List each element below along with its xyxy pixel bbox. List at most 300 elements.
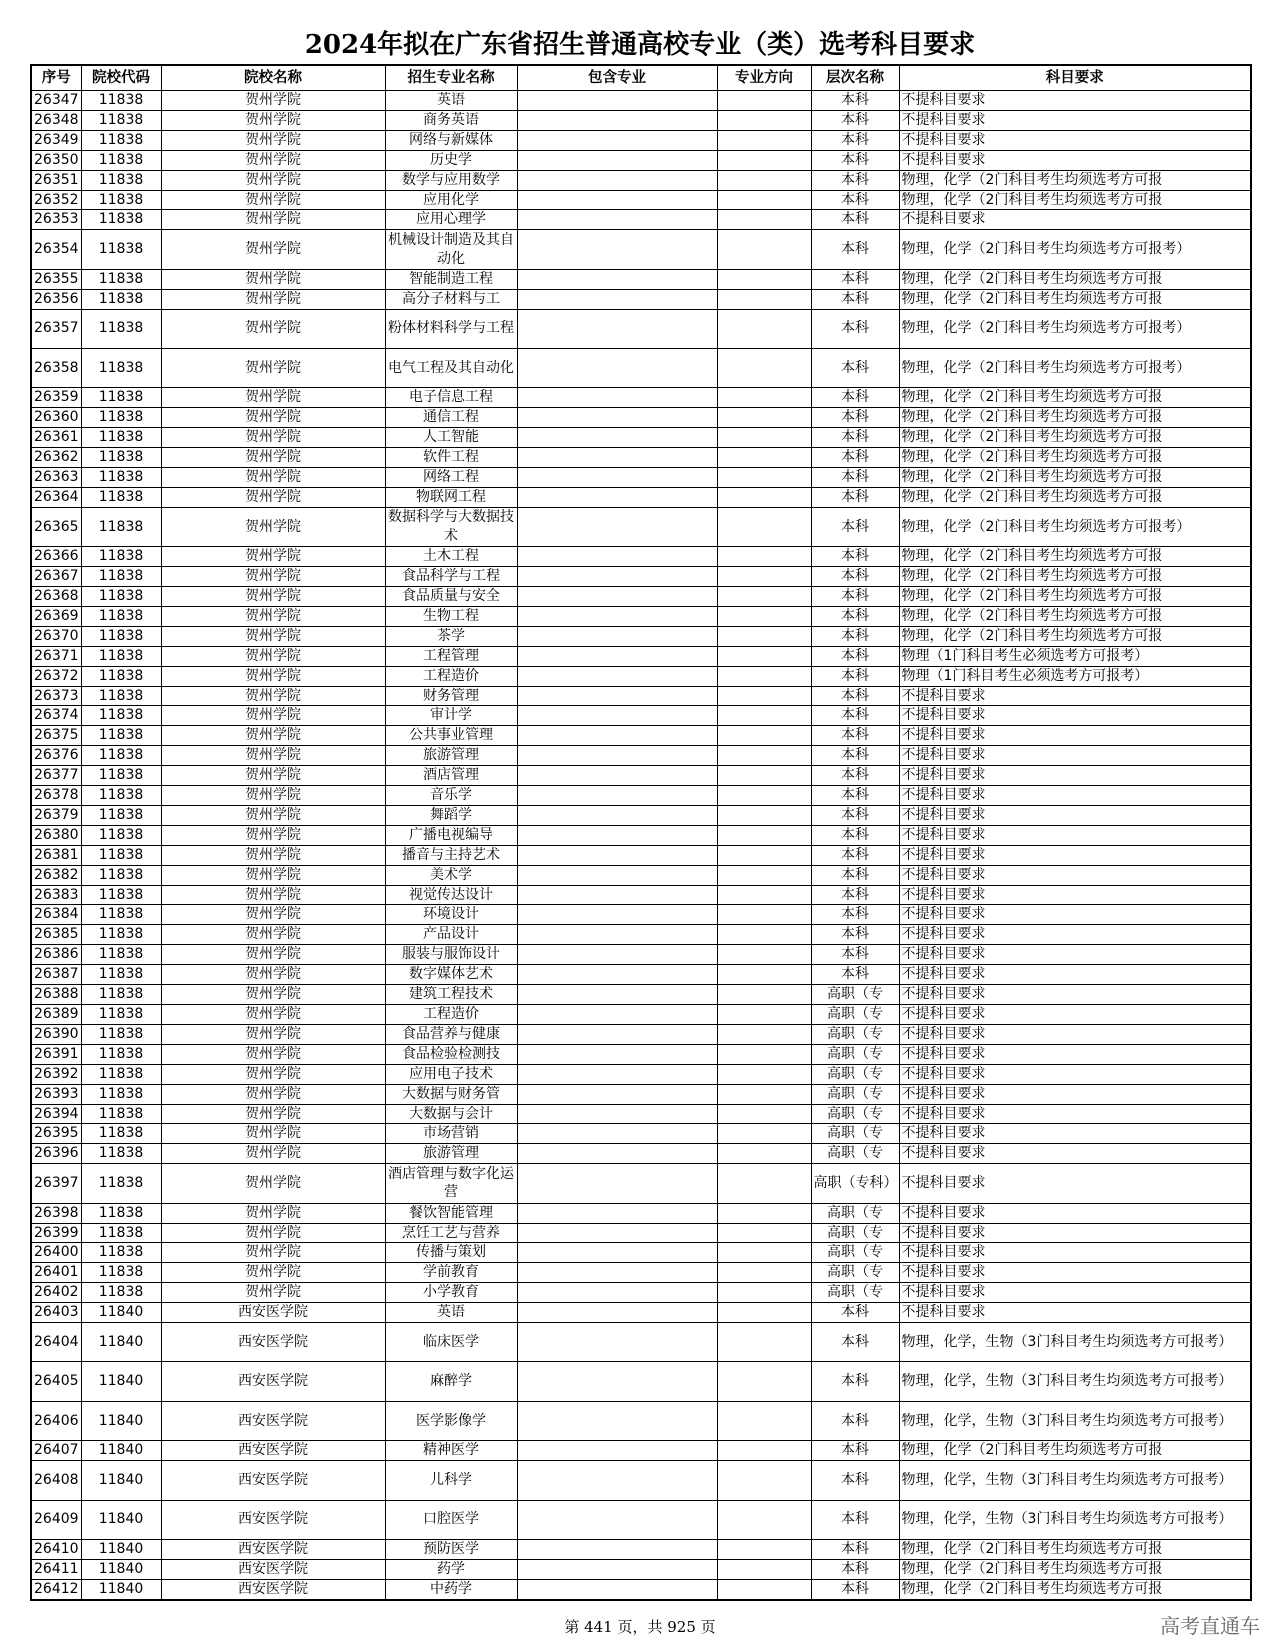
cell-level: 本科 xyxy=(811,746,899,766)
cell-included-majors xyxy=(517,845,717,865)
cell-major-direction xyxy=(717,1104,811,1124)
cell-school-name: 贺州学院 xyxy=(161,626,385,646)
table-row xyxy=(31,885,1251,905)
cell-major-name: 网络工程 xyxy=(385,467,517,487)
cell-school-code: 11838 xyxy=(81,1044,161,1064)
cell-serial: 26362 xyxy=(31,448,81,468)
cell-level: 本科 xyxy=(811,1461,899,1500)
cell-major-name: 音乐学 xyxy=(385,786,517,806)
cell-school-code: 11838 xyxy=(81,845,161,865)
cell-major-name: 医学影像学 xyxy=(385,1401,517,1440)
cell-included-majors xyxy=(517,1263,717,1283)
cell-major-direction xyxy=(717,626,811,646)
cell-major-name: 粉体材料科学与工程 xyxy=(385,309,517,348)
cell-school-code: 11840 xyxy=(81,1579,161,1599)
cell-school-name: 贺州学院 xyxy=(161,448,385,468)
cell-subject-requirement: 不提科目要求 xyxy=(899,706,1251,726)
cell-school-code: 11838 xyxy=(81,230,161,269)
cell-included-majors xyxy=(517,1243,717,1263)
cell-school-code: 11838 xyxy=(81,1243,161,1263)
cell-subject-requirement: 物理，化学，生物（3门科目考生均须选考方可报考） xyxy=(899,1401,1251,1440)
cell-major-name: 英语 xyxy=(385,91,517,111)
cell-included-majors xyxy=(517,766,717,786)
cell-subject-requirement: 不提科目要求 xyxy=(899,91,1251,111)
cell-included-majors xyxy=(517,150,717,170)
cell-subject-requirement: 不提科目要求 xyxy=(899,925,1251,945)
cell-school-code: 11838 xyxy=(81,885,161,905)
cell-school-name: 贺州学院 xyxy=(161,726,385,746)
cell-school-code: 11838 xyxy=(81,210,161,230)
cell-serial: 26378 xyxy=(31,786,81,806)
cell-school-code: 11838 xyxy=(81,190,161,210)
cell-major-name: 人工智能 xyxy=(385,428,517,448)
cell-serial: 26374 xyxy=(31,706,81,726)
cell-major-name: 舞蹈学 xyxy=(385,805,517,825)
cell-major-direction xyxy=(717,1005,811,1025)
cell-level: 本科 xyxy=(811,666,899,686)
cell-level: 高职（专 xyxy=(811,1005,899,1025)
cell-major-name: 大数据与财务管 xyxy=(385,1084,517,1104)
cell-school-code: 11838 xyxy=(81,547,161,567)
table-row xyxy=(31,1559,1251,1579)
cell-major-name: 电气工程及其自动化 xyxy=(385,348,517,387)
cell-school-name: 贺州学院 xyxy=(161,606,385,626)
cell-school-code: 11840 xyxy=(81,1323,161,1362)
cell-subject-requirement: 不提科目要求 xyxy=(899,1164,1251,1203)
cell-school-name: 贺州学院 xyxy=(161,825,385,845)
table-row xyxy=(31,567,1251,587)
header-school-name: 院校名称 xyxy=(161,65,385,91)
cell-major-direction xyxy=(717,1500,811,1539)
cell-serial: 26366 xyxy=(31,547,81,567)
cell-school-code: 11838 xyxy=(81,309,161,348)
table-row xyxy=(31,170,1251,190)
cell-school-code: 11840 xyxy=(81,1362,161,1401)
cell-serial: 26396 xyxy=(31,1144,81,1164)
cell-included-majors xyxy=(517,1124,717,1144)
cell-major-name: 播音与主持艺术 xyxy=(385,845,517,865)
cell-major-direction xyxy=(717,1323,811,1362)
cell-serial: 26409 xyxy=(31,1500,81,1539)
cell-included-majors xyxy=(517,1323,717,1362)
cell-school-name: 贺州学院 xyxy=(161,230,385,269)
cell-serial: 26411 xyxy=(31,1559,81,1579)
cell-major-name: 智能制造工程 xyxy=(385,269,517,289)
table-row xyxy=(31,507,1251,546)
cell-school-name: 西安医学院 xyxy=(161,1539,385,1559)
table-row xyxy=(31,1263,1251,1283)
cell-included-majors xyxy=(517,269,717,289)
cell-level: 本科 xyxy=(811,1579,899,1599)
cell-school-name: 贺州学院 xyxy=(161,1164,385,1203)
cell-subject-requirement: 物理，化学（2门科目考生均须选考方可报 xyxy=(899,626,1251,646)
cell-school-name: 西安医学院 xyxy=(161,1303,385,1323)
cell-level: 本科 xyxy=(811,1500,899,1539)
cell-included-majors xyxy=(517,1303,717,1323)
cell-major-name: 电子信息工程 xyxy=(385,388,517,408)
cell-subject-requirement: 物理，化学（2门科目考生均须选考方可报 xyxy=(899,547,1251,567)
cell-subject-requirement: 不提科目要求 xyxy=(899,1283,1251,1303)
table-row xyxy=(31,985,1251,1005)
cell-major-name: 学前教育 xyxy=(385,1263,517,1283)
cell-school-code: 11838 xyxy=(81,606,161,626)
cell-serial: 26397 xyxy=(31,1164,81,1203)
cell-subject-requirement: 物理，化学，生物（3门科目考生均须选考方可报考） xyxy=(899,1323,1251,1362)
cell-included-majors xyxy=(517,1084,717,1104)
cell-included-majors xyxy=(517,448,717,468)
cell-included-majors xyxy=(517,965,717,985)
cell-level: 本科 xyxy=(811,845,899,865)
cell-included-majors xyxy=(517,190,717,210)
cell-level: 本科 xyxy=(811,567,899,587)
header-school-code: 院校代码 xyxy=(81,65,161,91)
table-row xyxy=(31,487,1251,507)
cell-subject-requirement: 不提科目要求 xyxy=(899,1084,1251,1104)
cell-included-majors xyxy=(517,1579,717,1599)
cell-major-name: 临床医学 xyxy=(385,1323,517,1362)
cell-school-name: 西安医学院 xyxy=(161,1500,385,1539)
cell-serial: 26404 xyxy=(31,1323,81,1362)
cell-included-majors xyxy=(517,1461,717,1500)
cell-major-name: 中药学 xyxy=(385,1579,517,1599)
cell-subject-requirement: 物理，化学（2门科目考生均须选考方可报 xyxy=(899,190,1251,210)
table-row xyxy=(31,1104,1251,1124)
cell-subject-requirement: 物理，化学（2门科目考生均须选考方可报 xyxy=(899,448,1251,468)
cell-major-direction xyxy=(717,1124,811,1144)
cell-school-code: 11838 xyxy=(81,1283,161,1303)
cell-school-code: 11838 xyxy=(81,289,161,309)
cell-subject-requirement: 不提科目要求 xyxy=(899,805,1251,825)
cell-major-name: 环境设计 xyxy=(385,905,517,925)
cell-included-majors xyxy=(517,309,717,348)
cell-included-majors xyxy=(517,1044,717,1064)
cell-serial: 26371 xyxy=(31,646,81,666)
cell-included-majors xyxy=(517,388,717,408)
cell-subject-requirement: 不提科目要求 xyxy=(899,686,1251,706)
cell-school-name: 贺州学院 xyxy=(161,289,385,309)
cell-school-name: 西安医学院 xyxy=(161,1323,385,1362)
cell-school-code: 11838 xyxy=(81,726,161,746)
cell-subject-requirement: 物理，化学，生物（3门科目考生均须选考方可报考） xyxy=(899,1500,1251,1539)
cell-school-name: 贺州学院 xyxy=(161,1104,385,1124)
cell-level: 高职（专 xyxy=(811,1024,899,1044)
cell-serial: 26363 xyxy=(31,467,81,487)
cell-major-direction xyxy=(717,348,811,387)
cell-level: 本科 xyxy=(811,269,899,289)
cell-school-code: 11838 xyxy=(81,786,161,806)
cell-included-majors xyxy=(517,110,717,130)
cell-school-code: 11840 xyxy=(81,1303,161,1323)
cell-level: 本科 xyxy=(811,289,899,309)
cell-school-code: 11838 xyxy=(81,110,161,130)
table-row xyxy=(31,1203,1251,1223)
cell-serial: 26359 xyxy=(31,388,81,408)
cell-included-majors xyxy=(517,1559,717,1579)
cell-included-majors xyxy=(517,1203,717,1223)
cell-serial: 26403 xyxy=(31,1303,81,1323)
cell-level: 本科 xyxy=(811,428,899,448)
cell-major-direction xyxy=(717,230,811,269)
cell-included-majors xyxy=(517,210,717,230)
cell-subject-requirement: 物理，化学（2门科目考生均须选考方可报 xyxy=(899,487,1251,507)
cell-level: 本科 xyxy=(811,606,899,626)
cell-level: 本科 xyxy=(811,91,899,111)
cell-major-direction xyxy=(717,726,811,746)
cell-major-direction xyxy=(717,567,811,587)
cell-subject-requirement: 不提科目要求 xyxy=(899,726,1251,746)
cell-major-direction xyxy=(717,786,811,806)
cell-subject-requirement: 不提科目要求 xyxy=(899,110,1251,130)
table-row xyxy=(31,1243,1251,1263)
cell-major-direction xyxy=(717,746,811,766)
table-row xyxy=(31,1401,1251,1440)
cell-major-direction xyxy=(717,1044,811,1064)
cell-included-majors xyxy=(517,1024,717,1044)
cell-school-code: 11838 xyxy=(81,408,161,428)
cell-serial: 26361 xyxy=(31,428,81,448)
cell-included-majors xyxy=(517,1144,717,1164)
cell-major-direction xyxy=(717,507,811,546)
table-row xyxy=(31,606,1251,626)
cell-subject-requirement: 不提科目要求 xyxy=(899,1303,1251,1323)
cell-included-majors xyxy=(517,626,717,646)
table-row xyxy=(31,1539,1251,1559)
table-row xyxy=(31,706,1251,726)
cell-school-name: 贺州学院 xyxy=(161,845,385,865)
table-row xyxy=(31,1044,1251,1064)
table-row xyxy=(31,130,1251,150)
cell-subject-requirement: 不提科目要求 xyxy=(899,1044,1251,1064)
table-row xyxy=(31,945,1251,965)
cell-level: 高职（专 xyxy=(811,985,899,1005)
cell-serial: 26410 xyxy=(31,1539,81,1559)
cell-serial: 26402 xyxy=(31,1283,81,1303)
cell-subject-requirement: 物理，化学（2门科目考生均须选考方可报 xyxy=(899,170,1251,190)
cell-school-name: 贺州学院 xyxy=(161,388,385,408)
cell-major-name: 预防医学 xyxy=(385,1539,517,1559)
cell-major-name: 商务英语 xyxy=(385,110,517,130)
cell-major-name: 应用心理学 xyxy=(385,210,517,230)
cell-level: 高职（专 xyxy=(811,1243,899,1263)
cell-included-majors xyxy=(517,606,717,626)
cell-school-name: 西安医学院 xyxy=(161,1441,385,1461)
cell-level: 本科 xyxy=(811,507,899,546)
cell-major-direction xyxy=(717,408,811,428)
cell-major-direction xyxy=(717,1243,811,1263)
cell-major-name: 土木工程 xyxy=(385,547,517,567)
cell-included-majors xyxy=(517,945,717,965)
cell-major-direction xyxy=(717,190,811,210)
table-row xyxy=(31,1144,1251,1164)
cell-school-code: 11838 xyxy=(81,1164,161,1203)
table-row xyxy=(31,646,1251,666)
cell-school-name: 贺州学院 xyxy=(161,746,385,766)
cell-subject-requirement: 不提科目要求 xyxy=(899,1005,1251,1025)
cell-school-name: 贺州学院 xyxy=(161,646,385,666)
cell-subject-requirement: 物理，化学（2门科目考生均须选考方可报 xyxy=(899,467,1251,487)
cell-school-code: 11838 xyxy=(81,428,161,448)
cell-school-name: 贺州学院 xyxy=(161,905,385,925)
cell-school-name: 贺州学院 xyxy=(161,130,385,150)
cell-level: 本科 xyxy=(811,130,899,150)
cell-major-name: 通信工程 xyxy=(385,408,517,428)
cell-major-direction xyxy=(717,1559,811,1579)
cell-subject-requirement: 不提科目要求 xyxy=(899,1144,1251,1164)
cell-serial: 26350 xyxy=(31,150,81,170)
table-header-row xyxy=(31,65,1251,91)
cell-level: 本科 xyxy=(811,766,899,786)
cell-subject-requirement: 物理，化学（2门科目考生均须选考方可报 xyxy=(899,1579,1251,1599)
cell-school-code: 11838 xyxy=(81,766,161,786)
cell-school-name: 贺州学院 xyxy=(161,1144,385,1164)
cell-school-name: 贺州学院 xyxy=(161,766,385,786)
page-footer: 第 441 页，共 925 页 xyxy=(564,1618,716,1636)
table-row xyxy=(31,190,1251,210)
cell-school-name: 贺州学院 xyxy=(161,408,385,428)
cell-major-name: 小学教育 xyxy=(385,1283,517,1303)
table-row xyxy=(31,210,1251,230)
cell-major-name: 药学 xyxy=(385,1559,517,1579)
cell-major-direction xyxy=(717,1144,811,1164)
cell-school-code: 11840 xyxy=(81,1559,161,1579)
cell-subject-requirement: 不提科目要求 xyxy=(899,865,1251,885)
cell-subject-requirement: 物理，化学（2门科目考生均须选考方可报考） xyxy=(899,507,1251,546)
cell-major-direction xyxy=(717,865,811,885)
cell-level: 高职（专 xyxy=(811,1223,899,1243)
cell-school-code: 11838 xyxy=(81,1124,161,1144)
cell-subject-requirement: 物理，化学（2门科目考生均须选考方可报 xyxy=(899,1559,1251,1579)
cell-major-direction xyxy=(717,905,811,925)
cell-school-code: 11838 xyxy=(81,388,161,408)
table-row xyxy=(31,1024,1251,1044)
cell-level: 本科 xyxy=(811,309,899,348)
cell-major-direction xyxy=(717,1203,811,1223)
cell-serial: 26379 xyxy=(31,805,81,825)
cell-subject-requirement: 不提科目要求 xyxy=(899,1243,1251,1263)
cell-included-majors xyxy=(517,428,717,448)
cell-level: 本科 xyxy=(811,1323,899,1362)
table-row xyxy=(31,686,1251,706)
cell-major-direction xyxy=(717,646,811,666)
cell-serial: 26385 xyxy=(31,925,81,945)
cell-level: 本科 xyxy=(811,1362,899,1401)
cell-subject-requirement: 物理，化学（2门科目考生均须选考方可报 xyxy=(899,586,1251,606)
header-major-direction: 专业方向 xyxy=(717,65,811,91)
cell-level: 本科 xyxy=(811,646,899,666)
cell-school-code: 11838 xyxy=(81,686,161,706)
cell-serial: 26383 xyxy=(31,885,81,905)
cell-level: 高职（专 xyxy=(811,1203,899,1223)
cell-major-name: 美术学 xyxy=(385,865,517,885)
cell-major-direction xyxy=(717,606,811,626)
cell-school-code: 11838 xyxy=(81,586,161,606)
cell-subject-requirement: 不提科目要求 xyxy=(899,130,1251,150)
cell-school-name: 贺州学院 xyxy=(161,210,385,230)
cell-serial: 26349 xyxy=(31,130,81,150)
cell-level: 本科 xyxy=(811,230,899,269)
cell-level: 本科 xyxy=(811,467,899,487)
cell-school-code: 11838 xyxy=(81,269,161,289)
cell-level: 本科 xyxy=(811,825,899,845)
cell-level: 本科 xyxy=(811,1441,899,1461)
cell-serial: 26401 xyxy=(31,1263,81,1283)
cell-school-name: 贺州学院 xyxy=(161,1064,385,1084)
cell-serial: 26395 xyxy=(31,1124,81,1144)
cell-serial: 26370 xyxy=(31,626,81,646)
cell-included-majors xyxy=(517,746,717,766)
cell-major-name: 生物工程 xyxy=(385,606,517,626)
header-subject-requirement: 科目要求 xyxy=(899,65,1251,91)
cell-level: 高职（专 xyxy=(811,1283,899,1303)
cell-level: 本科 xyxy=(811,210,899,230)
cell-school-name: 贺州学院 xyxy=(161,1243,385,1263)
table-row xyxy=(31,666,1251,686)
cell-subject-requirement: 不提科目要求 xyxy=(899,825,1251,845)
cell-included-majors xyxy=(517,467,717,487)
table-row xyxy=(31,965,1251,985)
cell-included-majors xyxy=(517,507,717,546)
cell-subject-requirement: 不提科目要求 xyxy=(899,845,1251,865)
cell-major-name: 麻醉学 xyxy=(385,1362,517,1401)
cell-school-name: 贺州学院 xyxy=(161,586,385,606)
cell-level: 本科 xyxy=(811,945,899,965)
cell-major-name: 食品检验检测技 xyxy=(385,1044,517,1064)
cell-serial: 26375 xyxy=(31,726,81,746)
cell-level: 本科 xyxy=(811,726,899,746)
cell-major-name: 旅游管理 xyxy=(385,746,517,766)
cell-school-code: 11838 xyxy=(81,925,161,945)
cell-major-direction xyxy=(717,1539,811,1559)
cell-major-name: 机械设计制造及其自动化 xyxy=(385,230,517,269)
table-row xyxy=(31,150,1251,170)
cell-school-name: 贺州学院 xyxy=(161,467,385,487)
cell-school-code: 11838 xyxy=(81,170,161,190)
cell-included-majors xyxy=(517,1164,717,1203)
cell-included-majors xyxy=(517,348,717,387)
table-row xyxy=(31,1223,1251,1243)
cell-serial: 26351 xyxy=(31,170,81,190)
cell-major-direction xyxy=(717,1223,811,1243)
cell-major-direction xyxy=(717,965,811,985)
cell-major-direction xyxy=(717,945,811,965)
cell-major-name: 网络与新媒体 xyxy=(385,130,517,150)
requirements-table xyxy=(30,64,1252,1601)
cell-major-direction xyxy=(717,925,811,945)
cell-subject-requirement: 物理，化学，生物（3门科目考生均须选考方可报考） xyxy=(899,1362,1251,1401)
cell-school-name: 贺州学院 xyxy=(161,1283,385,1303)
table-row xyxy=(31,805,1251,825)
cell-serial: 26380 xyxy=(31,825,81,845)
table-row xyxy=(31,786,1251,806)
cell-school-code: 11838 xyxy=(81,865,161,885)
cell-major-direction xyxy=(717,1164,811,1203)
cell-major-name: 财务管理 xyxy=(385,686,517,706)
cell-major-direction xyxy=(717,825,811,845)
cell-major-direction xyxy=(717,547,811,567)
cell-serial: 26373 xyxy=(31,686,81,706)
cell-subject-requirement: 不提科目要求 xyxy=(899,1203,1251,1223)
cell-major-name: 食品科学与工程 xyxy=(385,567,517,587)
table-row xyxy=(31,1461,1251,1500)
cell-serial: 26400 xyxy=(31,1243,81,1263)
cell-major-direction xyxy=(717,448,811,468)
cell-school-name: 贺州学院 xyxy=(161,706,385,726)
table-row xyxy=(31,309,1251,348)
cell-subject-requirement: 物理，化学（2门科目考生均须选考方可报 xyxy=(899,388,1251,408)
cell-school-name: 贺州学院 xyxy=(161,190,385,210)
cell-level: 本科 xyxy=(811,348,899,387)
table-row xyxy=(31,408,1251,428)
